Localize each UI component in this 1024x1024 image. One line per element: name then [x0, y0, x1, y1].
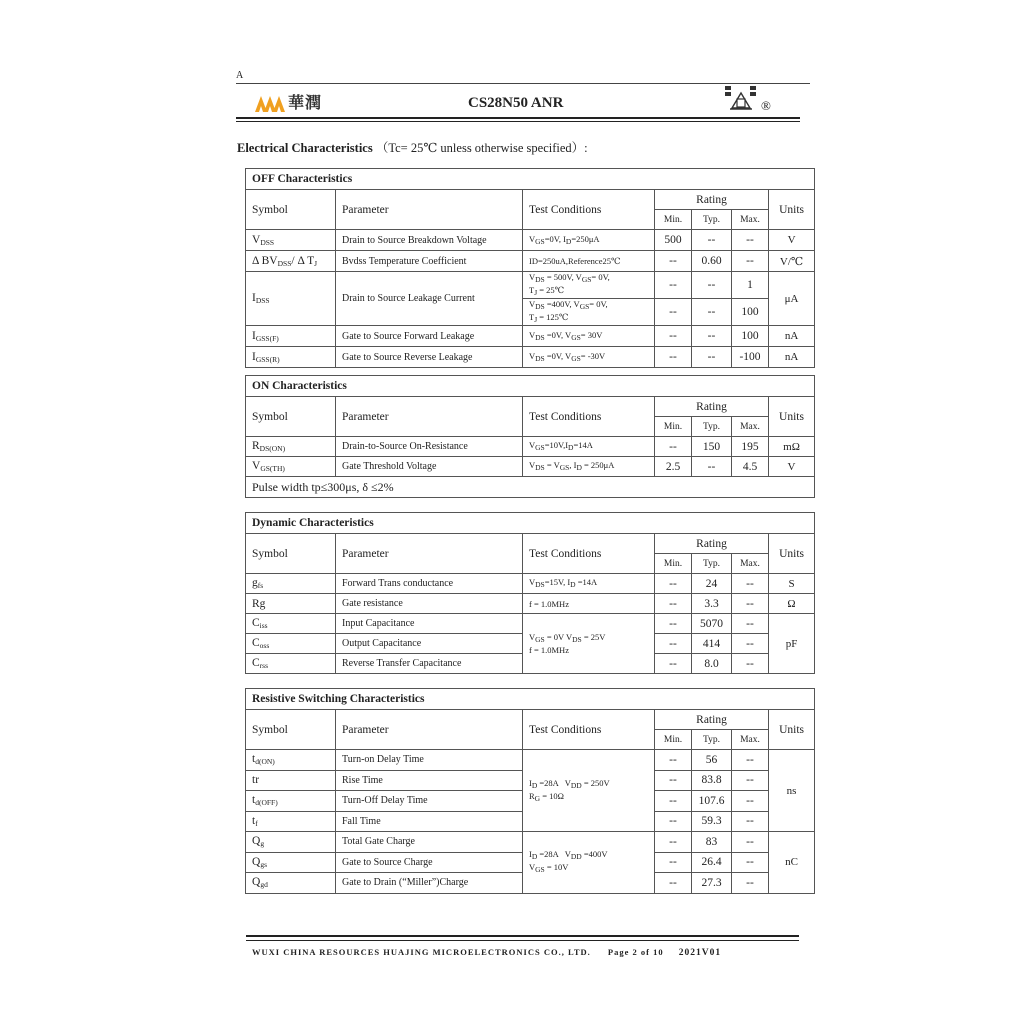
document-title: CS28N50 ANR	[468, 95, 564, 111]
max-value: --	[732, 614, 769, 634]
typ-value: --	[692, 457, 732, 477]
test-conditions-header: Test Conditions	[523, 190, 655, 230]
parameter-cell: Drain-to-Source On-Resistance	[336, 437, 523, 457]
pulse-note: Pulse width tp≤300μs, δ ≤2%	[246, 477, 815, 498]
typ-header: Typ.	[692, 417, 732, 437]
typ-value: --	[692, 272, 732, 299]
parameter-header: Parameter	[336, 190, 523, 230]
section-title	[237, 138, 588, 156]
parameter-cell: Reverse Transfer Capacitance	[336, 654, 523, 674]
min-value: --	[655, 326, 692, 347]
rating-header: Rating	[655, 710, 769, 730]
test-condition-cell: $V_{DS}=15V$, $I_D =14A$	[523, 574, 655, 594]
parameter-cell: Fall Time	[336, 811, 523, 832]
table-row	[246, 437, 815, 457]
min-value: --	[655, 750, 692, 771]
typ-value: 56	[692, 750, 732, 771]
max-value: 4.5	[732, 457, 769, 477]
certification-seal-icon	[724, 84, 758, 112]
typ-header: Typ.	[692, 554, 732, 574]
test-condition-cell: $I_D =28A$ $V_{DD} = 250V$ $R_G = 10\Omega$	[523, 750, 655, 832]
symbol-cell: $Q_g$	[246, 832, 336, 853]
min-value: --	[655, 654, 692, 674]
min-header: Min.	[655, 417, 692, 437]
max-value: 100	[732, 326, 769, 347]
test-condition-cell: $V_{GS}=0V$, $I_D=250\mu A$	[523, 230, 655, 251]
max-value: --	[732, 832, 769, 853]
min-header: Min.	[655, 210, 692, 230]
typ-value: 26.4	[692, 852, 732, 873]
table-row	[246, 832, 815, 853]
parameter-cell: Drain to Source Leakage Current	[336, 272, 523, 326]
max-value: -100	[732, 347, 769, 368]
units-header: Units	[769, 710, 815, 750]
parameter-cell: Output Capacitance	[336, 634, 523, 654]
test-condition-cell: $V_{GS} = 0V$ $V_{DS} = 25V$ f = 1.0MHz	[523, 614, 655, 674]
typ-value: 150	[692, 437, 732, 457]
max-header: Max.	[732, 730, 769, 750]
max-header: Max.	[732, 210, 769, 230]
logo-chinese-text: 華潤	[288, 95, 323, 112]
section-title-switching: Resistive Switching Characteristics	[246, 689, 815, 710]
max-value: --	[732, 852, 769, 873]
min-value: --	[655, 811, 692, 832]
test-conditions-header: Test Conditions	[523, 397, 655, 437]
typ-value: 0.60	[692, 251, 732, 272]
typ-value: 107.6	[692, 791, 732, 812]
parameter-cell: Input Capacitance	[336, 614, 523, 634]
unit-cell: nA	[769, 347, 815, 368]
parameter-header: Parameter	[336, 710, 523, 750]
typ-value: --	[692, 230, 732, 251]
footer-version: 2021V01	[678, 948, 722, 958]
min-value: --	[655, 852, 692, 873]
table-row	[246, 326, 815, 347]
max-header: Max.	[732, 417, 769, 437]
max-value: --	[732, 574, 769, 594]
registered-mark: ®	[761, 98, 771, 113]
max-value: --	[732, 811, 769, 832]
symbol-cell: $Q_{gd}$	[246, 873, 336, 894]
symbol-cell: $t_{d(ON)}$	[246, 750, 336, 771]
unit-cell: V	[769, 230, 815, 251]
parameter-cell: Turn-Off Delay Time	[336, 791, 523, 812]
max-value: --	[732, 770, 769, 791]
min-value: --	[655, 594, 692, 614]
max-value: --	[732, 251, 769, 272]
symbol-cell: $V_{GS(TH)}$	[246, 457, 336, 477]
test-condition-cell: ID=250uA,Reference25℃	[523, 251, 655, 272]
company-logo	[255, 90, 322, 113]
typ-value: --	[692, 299, 732, 326]
table-row	[246, 614, 815, 634]
symbol-cell: $C_{iss}$	[246, 614, 336, 634]
typ-value: 83.8	[692, 770, 732, 791]
min-value: --	[655, 272, 692, 299]
typ-header: Typ.	[692, 730, 732, 750]
parameter-header: Parameter	[336, 534, 523, 574]
max-value: --	[732, 594, 769, 614]
max-value: --	[732, 791, 769, 812]
rating-header: Rating	[655, 534, 769, 554]
max-value: --	[732, 873, 769, 894]
typ-value: 414	[692, 634, 732, 654]
min-value: --	[655, 614, 692, 634]
header-rule-thin	[236, 121, 800, 122]
test-condition-cell: $V_{GS}=10V,I_D=14A$	[523, 437, 655, 457]
symbol-cell: $R_{DS(ON)}$	[246, 437, 336, 457]
test-condition-cell: $V_{DS} =0V$, $V_{GS}= -30V$	[523, 347, 655, 368]
huajing-logo-icon	[255, 92, 285, 112]
symbol-cell: $g_{fs}$	[246, 574, 336, 594]
unit-cell: V/℃	[769, 251, 815, 272]
typ-value: 83	[692, 832, 732, 853]
symbol-cell: tr	[246, 770, 336, 791]
max-value: --	[732, 750, 769, 771]
min-value: 2.5	[655, 457, 692, 477]
symbol-header: Symbol	[246, 190, 336, 230]
symbol-cell: Rg	[246, 594, 336, 614]
rating-header: Rating	[655, 397, 769, 417]
min-value: --	[655, 832, 692, 853]
footer-rule-thick	[246, 935, 799, 937]
section-title-main: Electrical Characteristics	[237, 141, 373, 155]
test-condition-cell: f = 1.0MHz	[523, 594, 655, 614]
unit-cell: V	[769, 457, 815, 477]
symbol-cell: $V_{DSS}$	[246, 230, 336, 251]
min-value: --	[655, 299, 692, 326]
table-row	[246, 230, 815, 251]
unit-cell: Ω	[769, 594, 815, 614]
min-value: --	[655, 770, 692, 791]
table-off	[245, 168, 815, 368]
table-row	[246, 457, 815, 477]
typ-value: 27.3	[692, 873, 732, 894]
units-header: Units	[769, 190, 815, 230]
parameter-cell: Bvdss Temperature Coefficient	[336, 251, 523, 272]
parameter-cell: Turn-on Delay Time	[336, 750, 523, 771]
symbol-cell: $I_{DSS}$	[246, 272, 336, 326]
section-title-on: ON Characteristics	[246, 376, 815, 397]
unit-cell: nA	[769, 326, 815, 347]
corner-mark: A	[236, 70, 244, 81]
table-on	[245, 375, 815, 498]
symbol-cell: Δ $BV_{DSS}/$ Δ $T_J$	[246, 251, 336, 272]
table-row	[246, 594, 815, 614]
test-conditions-header: Test Conditions	[523, 710, 655, 750]
test-condition-cell: $V_{DS} = 500V$, $V_{GS}= 0V$, $T_J$ = 25℃	[523, 272, 655, 299]
rating-header: Rating	[655, 190, 769, 210]
max-value: 195	[732, 437, 769, 457]
max-value: --	[732, 654, 769, 674]
min-value: --	[655, 574, 692, 594]
table-dynamic	[245, 512, 815, 674]
typ-header: Typ.	[692, 210, 732, 230]
unit-cell: ns	[769, 750, 815, 832]
min-value: --	[655, 791, 692, 812]
typ-value: 8.0	[692, 654, 732, 674]
typ-value: 3.3	[692, 594, 732, 614]
symbol-cell: $t_{d(OFF)}$	[246, 791, 336, 812]
min-header: Min.	[655, 554, 692, 574]
parameter-cell: Gate to Drain (“Miller”)Charge	[336, 873, 523, 894]
section-title-dynamic: Dynamic Characteristics	[246, 513, 815, 534]
symbol-cell: $I_{GSS(F)}$	[246, 326, 336, 347]
unit-cell: nC	[769, 832, 815, 894]
parameter-cell: Gate to Source Charge	[336, 852, 523, 873]
min-header: Min.	[655, 730, 692, 750]
test-condition-cell: $V_{DS} = V_{GS}$, $I_D = 250\mu A$	[523, 457, 655, 477]
footer-rule-thin	[246, 940, 799, 941]
parameter-cell: Gate resistance	[336, 594, 523, 614]
footer	[252, 947, 721, 958]
parameter-header: Parameter	[336, 397, 523, 437]
max-value: 100	[732, 299, 769, 326]
section-title-off: OFF Characteristics	[246, 169, 815, 190]
units-header: Units	[769, 397, 815, 437]
min-value: --	[655, 634, 692, 654]
section-title-conditions: （Tc= 25℃ unless otherwise specified）:	[375, 141, 588, 155]
footer-company: WUXI CHINA RESOURCES HUAJING MICROELECTRONICS CO., LTD.	[252, 947, 591, 957]
test-condition-cell: $V_{DS} =400V$, $V_{GS}= 0V$, $T_J$ = 125℃	[523, 299, 655, 326]
parameter-cell: Gate to Source Forward Leakage	[336, 326, 523, 347]
symbol-header: Symbol	[246, 397, 336, 437]
min-value: --	[655, 251, 692, 272]
min-value: --	[655, 347, 692, 368]
table-row	[246, 251, 815, 272]
parameter-cell: Rise Time	[336, 770, 523, 791]
symbol-cell: $Q_{gs}$	[246, 852, 336, 873]
parameter-cell: Drain to Source Breakdown Voltage	[336, 230, 523, 251]
units-header: Units	[769, 534, 815, 574]
typ-value: --	[692, 347, 732, 368]
unit-cell: pF	[769, 614, 815, 674]
unit-cell: mΩ	[769, 437, 815, 457]
parameter-cell: Gate Threshold Voltage	[336, 457, 523, 477]
parameter-cell: Forward Trans conductance	[336, 574, 523, 594]
header-rule-thick	[236, 117, 800, 119]
max-value: --	[732, 230, 769, 251]
footer-page-number: Page 2 of 10	[607, 947, 664, 957]
typ-value: 5070	[692, 614, 732, 634]
symbol-header: Symbol	[246, 534, 336, 574]
test-conditions-header: Test Conditions	[523, 534, 655, 574]
min-value: --	[655, 873, 692, 894]
symbol-cell: $C_{rss}$	[246, 654, 336, 674]
symbol-cell: $t_f$	[246, 811, 336, 832]
test-condition-cell: $V_{DS} =0V$, $V_{GS}= 30V$	[523, 326, 655, 347]
unit-cell: μA	[769, 272, 815, 326]
min-value: 500	[655, 230, 692, 251]
max-value: --	[732, 634, 769, 654]
typ-value: 59.3	[692, 811, 732, 832]
min-value: --	[655, 437, 692, 457]
table-row	[246, 347, 815, 368]
parameter-cell: Total Gate Charge	[336, 832, 523, 853]
parameter-cell: Gate to Source Reverse Leakage	[336, 347, 523, 368]
max-value: 1	[732, 272, 769, 299]
table-row	[246, 272, 815, 299]
table-row	[246, 574, 815, 594]
symbol-cell: $C_{oss}$	[246, 634, 336, 654]
max-header: Max.	[732, 554, 769, 574]
table-switching	[245, 688, 815, 894]
table-row	[246, 750, 815, 771]
symbol-cell: $I_{GSS(R)}$	[246, 347, 336, 368]
unit-cell: S	[769, 574, 815, 594]
typ-value: --	[692, 326, 732, 347]
test-condition-cell: $I_D =28A$ $V_{DD} =400V$ $V_{GS} = 10V$	[523, 832, 655, 894]
typ-value: 24	[692, 574, 732, 594]
symbol-header: Symbol	[246, 710, 336, 750]
